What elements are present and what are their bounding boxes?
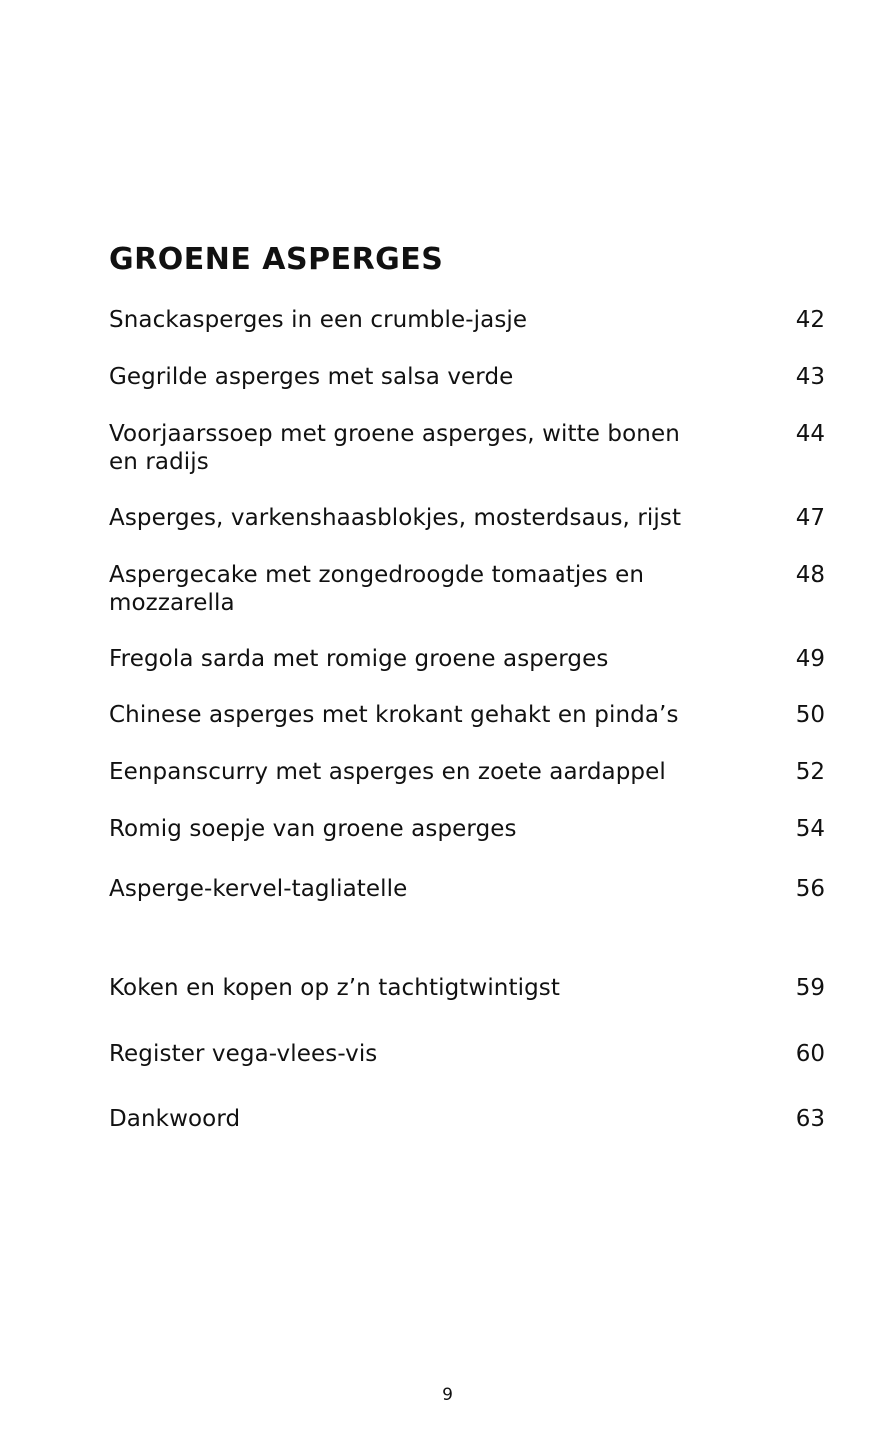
toc-entry-page: 44 — [795, 421, 825, 447]
toc-entry-page: 63 — [795, 1106, 825, 1132]
toc-entry-page: 42 — [795, 307, 825, 333]
toc-entry-title: Gegrilde asperges met salsa verde — [109, 364, 514, 390]
toc-entry-title: Koken en kopen op z’n tachtigtwintigst — [109, 975, 560, 1001]
toc-entry-title: Chinese asperges met krokant gehakt en pinda’s — [109, 702, 679, 728]
toc-entry-title: Snackasperges in een crumble-jasje — [109, 307, 528, 333]
toc-entry-page: 43 — [795, 364, 825, 390]
page-number: 9 — [442, 1385, 453, 1405]
toc-entry-title: Voorjaarssoep met groene asperges, witte bonen en radijs — [109, 421, 680, 475]
toc-entry-page: 50 — [795, 702, 825, 728]
toc-entry-page: 47 — [795, 505, 825, 531]
toc-entry-title: Dankwoord — [109, 1106, 241, 1132]
toc-entry-page: 54 — [795, 816, 825, 842]
toc-entry-title: Romig soepje van groene asperges — [109, 816, 517, 842]
toc-entry-title: Asperge-kervel-tagliatelle — [109, 876, 408, 902]
toc-entry-page: 60 — [795, 1041, 825, 1067]
toc-entry-page: 59 — [795, 975, 825, 1001]
toc-entry-page: 49 — [795, 646, 825, 672]
toc-entry-title: Eenpanscurry met asperges en zoete aardappel — [109, 759, 666, 785]
toc-entry-page: 48 — [795, 562, 825, 588]
toc-entry-page: 56 — [795, 876, 825, 902]
toc-entry-title: Fregola sarda met romige groene asperges — [109, 646, 609, 672]
toc-entry-title: Asperges, varkenshaasblokjes, mosterdsaus, rijst — [109, 505, 682, 531]
toc-entry-title: Register vega-vlees-vis — [109, 1041, 378, 1067]
toc-entry-page: 52 — [795, 759, 825, 785]
toc-entry-title: Aspergecake met zongedroogde tomaatjes en mozzarella — [109, 562, 645, 616]
section-title: GROENE ASPERGES — [109, 242, 444, 277]
